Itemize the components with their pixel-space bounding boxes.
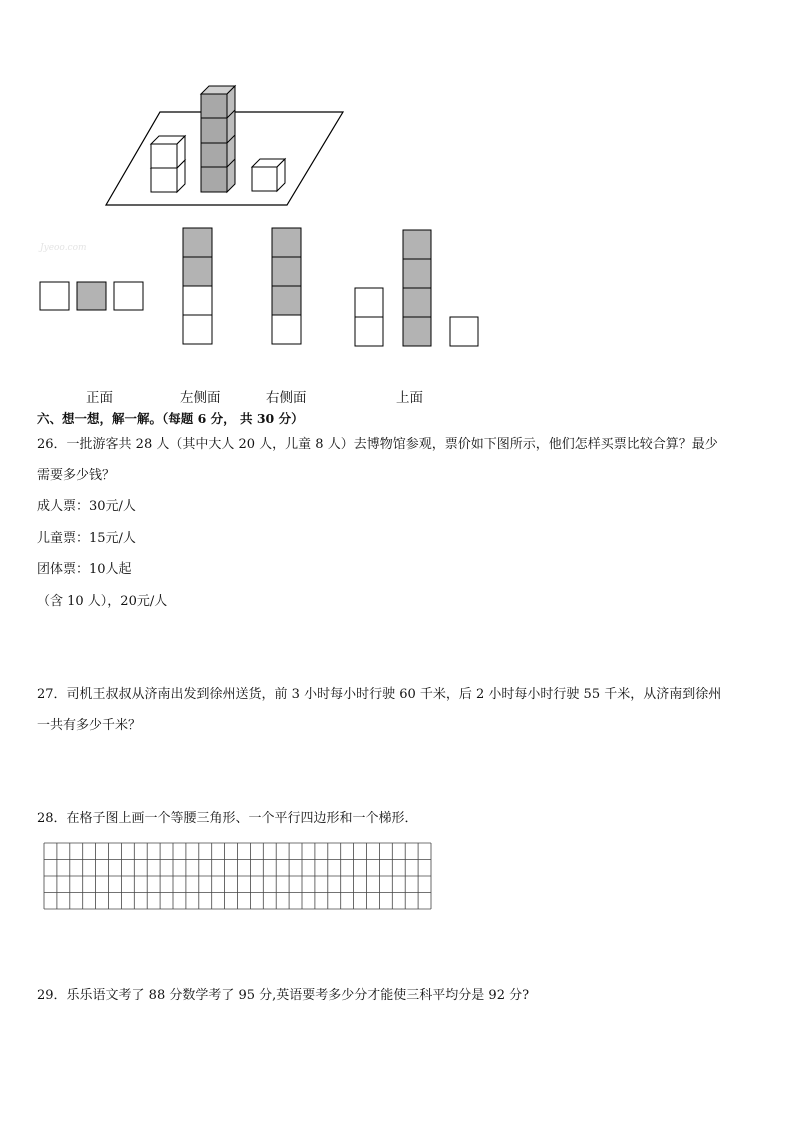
cube-stack-left: [151, 136, 185, 192]
front-view: [40, 282, 143, 310]
view-label-right: 右侧面: [266, 390, 307, 406]
left-side-view: [183, 228, 212, 344]
top-view: [355, 230, 478, 346]
views-figure: [0, 225, 794, 355]
q29-text: 29．乐乐语文考了 88 分数学考了 95 分,英语要考多少分才能使三科平均分是 92 分?: [37, 988, 530, 1003]
q26-line1: 26．一批游客共 28 人（其中大人 20 人，儿童 8 人）去博物馆参观，票价如下图所示，他们怎样买票比较合算？最少: [37, 437, 718, 452]
q27-line2: 一共有多少千米？: [37, 718, 142, 733]
view-label-top: 上面: [396, 390, 423, 406]
cube-single-right: [252, 159, 285, 191]
view-label-front: 正面: [86, 390, 113, 406]
watermark: Jyeoo.com: [40, 243, 87, 253]
right-side-view: [272, 228, 301, 344]
cube-stack-center: [201, 86, 235, 192]
ticket-child: 儿童票：15元/人: [37, 531, 136, 546]
q26-line2: 需要多少钱？: [37, 468, 116, 483]
section-heading: 六、想一想，解一解。（每题 6 分， 共 30 分）: [37, 411, 304, 426]
view-label-left: 左侧面: [180, 390, 221, 406]
ticket-adult: 成人票：30元/人: [37, 499, 136, 514]
q28-text: 28．在格子图上画一个等腰三角形、一个平行四边形和一个梯形．: [37, 811, 418, 826]
cube-arrangement-figure: [0, 0, 794, 220]
ticket-group-price: （含 10 人），20元/人: [37, 594, 168, 609]
q27-line1: 27．司机王叔叔从济南出发到徐州送货，前 3 小时每小时行驶 60 千米，后 2 小时每小时行驶 55 千米，从济南到徐州: [37, 687, 722, 702]
drawing-grid[interactable]: [44, 843, 432, 910]
ticket-group: 团体票：10人起: [37, 562, 132, 577]
